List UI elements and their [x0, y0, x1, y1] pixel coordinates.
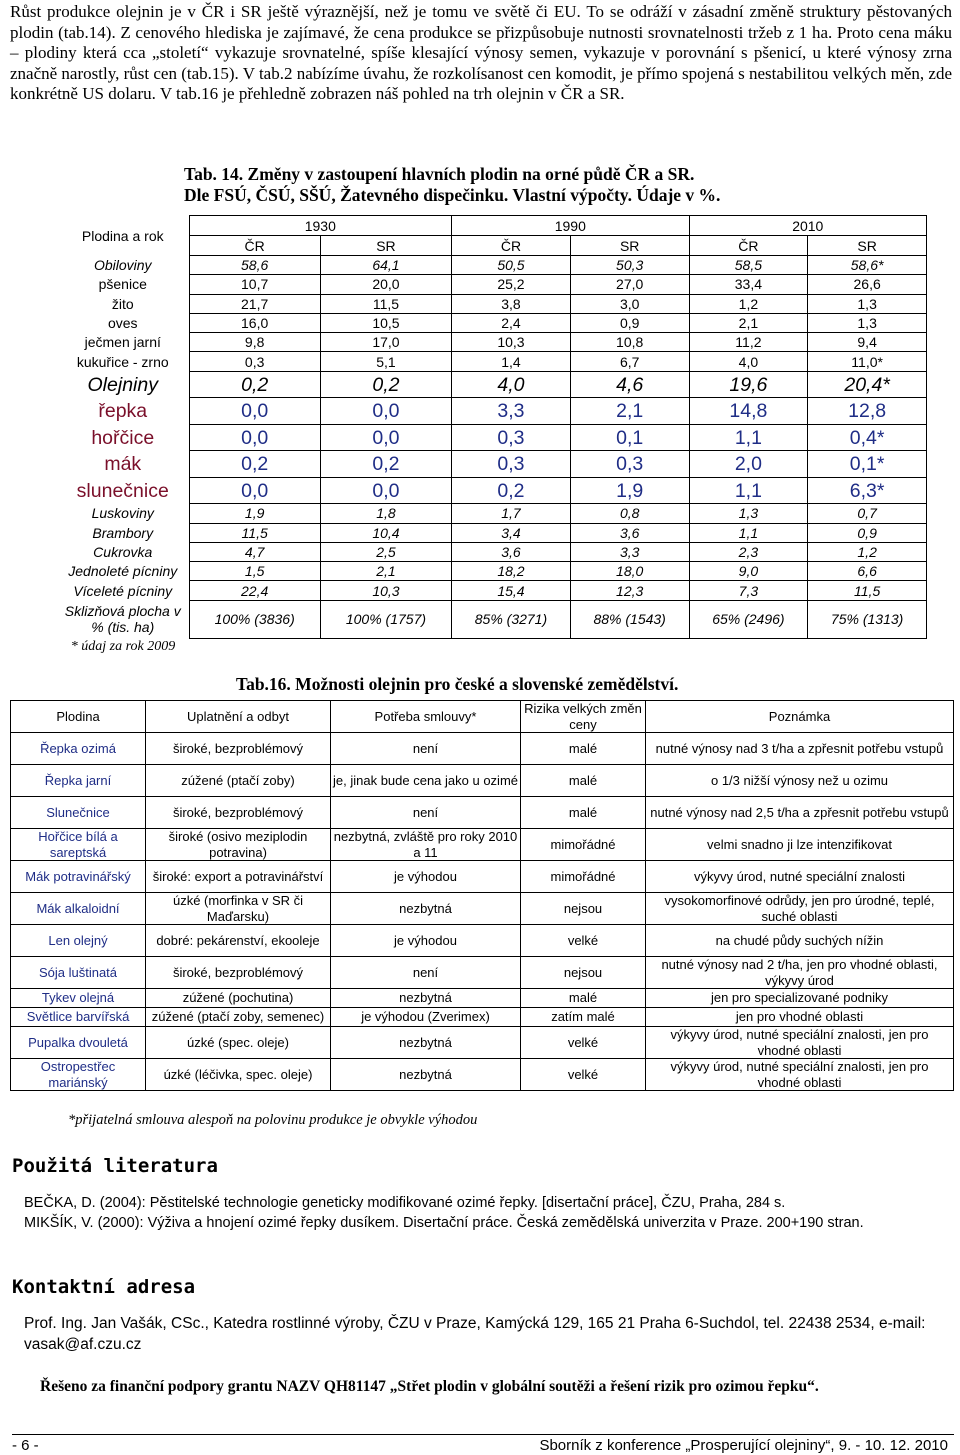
- tab14-crop-name: žito: [111, 295, 134, 312]
- tab16-cell: úzké (morfinka v SR či Maďarsku): [146, 893, 331, 925]
- tab16-row: [11, 1027, 954, 1059]
- tab14-cell: 19,6: [689, 371, 808, 398]
- tab14-area-value: 85% (3271): [452, 600, 571, 638]
- tab14-year: 1930: [189, 216, 452, 236]
- footer-rule: [12, 1434, 954, 1435]
- tab16-cell: široké, bezproblémový: [146, 957, 331, 989]
- tab14-cell: 0,0: [320, 398, 451, 425]
- tab14-cell: 10,8: [570, 333, 689, 352]
- tab14-cell: 11,5: [320, 294, 451, 313]
- tab14-cell: 0,3: [570, 451, 689, 478]
- tab14-footnote: * údaj za rok 2009: [70, 639, 176, 655]
- tab16-cell: velké: [521, 1027, 646, 1059]
- tab16-caption: Tab.16. Možnosti olejnin pro české a slovenské zemědělství.: [236, 674, 679, 694]
- tab14-cell: 1,3: [689, 504, 808, 523]
- tab14-row: [57, 313, 927, 332]
- tab14-cell: 0,7: [808, 504, 927, 523]
- tab14-row: [57, 275, 927, 294]
- tab14-crop-name: hořčice: [91, 426, 155, 449]
- tab16-cell: široké (osivo meziplodin potravina): [146, 829, 331, 861]
- tab14-cell: 20,0: [320, 275, 451, 294]
- tab14-cell: 10,4: [320, 523, 451, 542]
- tab16-cell: dobré: pekárenství, ekooleje: [146, 925, 331, 957]
- tab16-cell: na chudé půdy suchých nížin: [646, 925, 954, 957]
- tab14-cell: 27,0: [570, 275, 689, 294]
- tab14-cell: 10,3: [320, 581, 451, 600]
- tab14-cell: 0,0: [320, 424, 451, 451]
- tab14-crop-name: Víceleté pícniny: [73, 582, 173, 599]
- tab16-cell: nezbytná, zvláště pro roky 2010 a 11: [331, 829, 521, 861]
- tab16-cell: široké: export a potravinářství: [146, 861, 331, 893]
- tab16-cell: nezbytná: [331, 989, 521, 1008]
- tab16-cell: malé: [521, 733, 646, 765]
- tab14-crop-name: Cukrovka: [93, 544, 153, 561]
- tab14-cell: 58,6: [189, 256, 320, 275]
- tab16-crop-name: Řepka jarní: [11, 765, 146, 797]
- tab14-row: [57, 371, 927, 398]
- tab16-cell: nezbytná: [331, 1059, 521, 1091]
- tab16-row: [11, 989, 954, 1008]
- tab14-cell: 2,1: [689, 313, 808, 332]
- tab14-crop-name: mák: [104, 453, 142, 476]
- tab14-cell: 2,1: [320, 562, 451, 581]
- tab16-cell: vysokomorfinové odrůdy, jen pro úrodné, teplé, suché oblasti: [646, 893, 954, 925]
- tab14-year: 2010: [689, 216, 926, 236]
- tab14-cell: 50,5: [452, 256, 571, 275]
- tab14-cell: 11,2: [689, 333, 808, 352]
- tab16-cell: je výhodou: [331, 925, 521, 957]
- tab16-crop-name: Mák alkaloidní: [11, 893, 146, 925]
- tab14-cell: 2,0: [689, 451, 808, 478]
- tab14-cell: 1,1: [689, 477, 808, 504]
- tab16-cell: nutné výnosy nad 2,5 t/ha a zpřesnit potřebu vstupů: [646, 797, 954, 829]
- tab14-cell: 18,2: [452, 562, 571, 581]
- tab16-header: Plodina: [11, 701, 146, 733]
- tab14-year: 1990: [452, 216, 689, 236]
- tab14-cell: 25,2: [452, 275, 571, 294]
- tab14-crop-name: Olejniny: [87, 373, 158, 396]
- tab14-row: [57, 424, 927, 451]
- tab14-cell: 9,8: [189, 333, 320, 352]
- tab16-cell: nutné výnosy nad 3 t/ha a zpřesnit potřebu vstupů: [646, 733, 954, 765]
- tab16-cell: je výhodou: [331, 861, 521, 893]
- tab14-cell: 9,0: [689, 562, 808, 581]
- tab14-cell: 26,6: [808, 275, 927, 294]
- tab16-cell: o 1/3 nižší výnosy než u ozimu: [646, 765, 954, 797]
- tab14-country: SR: [808, 236, 927, 256]
- tab14-cell: 0,2: [189, 451, 320, 478]
- tab14-cell: 0,0: [189, 477, 320, 504]
- tab14-corner: Plodina a rok: [81, 227, 164, 244]
- tab14-row: [57, 562, 927, 581]
- tab16-cell: velmi snadno ji lze intenzifikovat: [646, 829, 954, 861]
- tab14-cell: 0,2: [189, 371, 320, 398]
- tab14-area-label: Sklizňová plocha v % (tis. ha): [64, 603, 181, 636]
- tab14-cell: 2,4: [452, 313, 571, 332]
- tab14-cell: 12,3: [570, 581, 689, 600]
- tab16-cell: není: [331, 797, 521, 829]
- tab14-cell: 1,9: [570, 477, 689, 504]
- tab14-country: ČR: [689, 236, 808, 256]
- tab14-cell: 0,4*: [808, 424, 927, 451]
- tab14-row: [57, 333, 927, 352]
- grant-acknowledgement: Řešeno za finanční podpory grantu NAZV QH81147 „Střet plodin v globální soutěži a řešení rizik pro ozimou řepku“.: [40, 1378, 819, 1395]
- tab16-cell: malé: [521, 989, 646, 1008]
- tab14-cell: 3,8: [452, 294, 571, 313]
- tab14-cell: 0,0: [189, 398, 320, 425]
- tab14-cell: 10,7: [189, 275, 320, 294]
- tab14-crop-name: slunečnice: [76, 479, 169, 502]
- tab16-cell: zúžené (pochutina): [146, 989, 331, 1008]
- tab14-cell: 1,1: [689, 424, 808, 451]
- tab14-crop-name: Obiloviny: [93, 257, 152, 274]
- tab14-cell: 4,0: [452, 371, 571, 398]
- tab14-cell: 9,4: [808, 333, 927, 352]
- tab14-crop-name: Brambory: [92, 524, 154, 541]
- tab14-cell: 2,1: [570, 398, 689, 425]
- tab14-country: SR: [320, 236, 451, 256]
- tab14-cell: 33,4: [689, 275, 808, 294]
- tab14-cell: 0,0: [320, 477, 451, 504]
- tab14-cell: 0,1: [570, 424, 689, 451]
- literature-heading: Použitá literatura: [12, 1155, 218, 1177]
- tab14-crop-name: Luskoviny: [91, 505, 154, 522]
- tab14-cell: 0,2: [320, 451, 451, 478]
- tab16-cell: zúžené (ptačí zoby): [146, 765, 331, 797]
- tab14-cell: 58,5: [689, 256, 808, 275]
- tab16-cell: široké, bezproblémový: [146, 797, 331, 829]
- contact-address: Prof. Ing. Jan Vašák, CSc., Katedra rostlinné výroby, ČZU v Praze, Kamýcká 129, 165 21 Praha 6-Suchdol, tel. 22438 2534, e-mail: vasak@af.czu.cz: [24, 1315, 926, 1353]
- tab14-cell: 11,5: [189, 523, 320, 542]
- tab14-cell: 3,6: [570, 523, 689, 542]
- tab16-cell: nutné výnosy nad 2 t/ha, jen pro vhodné oblasti, výkyvy úrod: [646, 957, 954, 989]
- tab14-cell: 20,4*: [808, 371, 927, 398]
- tab14-cell: 58,6*: [808, 256, 927, 275]
- tab14-row: [57, 477, 927, 504]
- tab16-crop-name: Tykev olejná: [11, 989, 146, 1008]
- tab16-cell: široké, bezproblémový: [146, 733, 331, 765]
- tab14-cell: 2,5: [320, 542, 451, 561]
- tab14-cell: 6,3*: [808, 477, 927, 504]
- tab14-cell: 1,2: [808, 542, 927, 561]
- tab14-row: [57, 352, 927, 371]
- tab16-row: [11, 765, 954, 797]
- tab14-cell: 16,0: [189, 313, 320, 332]
- tab14-crop-name: oves: [107, 315, 138, 332]
- tab14-cell: 0,9: [808, 523, 927, 542]
- tab16-cell: úzké (spec. oleje): [146, 1027, 331, 1059]
- tab16-header: Rizika velkých změn ceny: [521, 701, 646, 733]
- reference-item: MIKŠÍK, V. (2000): Výživa a hnojení ozimé řepky dusíkem. Disertační práce. Česká zemědělská univerzita v Praze. 200+190 stran.: [24, 1215, 864, 1231]
- tab14-cell: 5,1: [320, 352, 451, 371]
- tab16-cell: výkyvy úrod, nutné speciální znalosti, jen pro vhodné oblasti: [646, 1027, 954, 1059]
- tab14-cell: 0,2: [320, 371, 451, 398]
- tab16-crop-name: Pupalka dvouletá: [11, 1027, 146, 1059]
- tab16-cell: výkyvy úrod, nutné speciální znalosti, jen pro vhodné oblasti: [646, 1059, 954, 1091]
- tab14-cell: 0,0: [189, 424, 320, 451]
- tab14-cell: 64,1: [320, 256, 451, 275]
- tab14-cell: 0,3: [452, 451, 571, 478]
- tab16-crop-name: Len olejný: [11, 925, 146, 957]
- tab16-crop-name: Slunečnice: [11, 797, 146, 829]
- tab16-cell: není: [331, 733, 521, 765]
- tab14-cell: 1,8: [320, 504, 451, 523]
- tab16-crop-name: Mák potravinářský: [11, 861, 146, 893]
- tab14-cell: 0,3: [189, 352, 320, 371]
- tab14-cell: 0,2: [452, 477, 571, 504]
- tab16-crop-name: Sója luštinatá: [11, 957, 146, 989]
- tab14-crop-name: Jednoleté pícniny: [68, 563, 178, 580]
- tab16-crop-name: Ostropestřec mariánský: [11, 1059, 146, 1091]
- tab16-row: [11, 733, 954, 765]
- tab16-cell: jen pro specializované podniky: [646, 989, 954, 1008]
- tab14-country: ČR: [189, 236, 320, 256]
- tab14-cell: 11,0*: [808, 352, 927, 371]
- contact-heading: Kontaktní adresa: [12, 1276, 196, 1298]
- tab14-row: [57, 451, 927, 478]
- tab16-cell: mimořádné: [521, 861, 646, 893]
- tab14-cell: 50,3: [570, 256, 689, 275]
- tab16-header: Poznámka: [646, 701, 954, 733]
- page-number: - 6 -: [12, 1437, 39, 1454]
- tab16-cell: je, jinak bude cena jako u ozimé: [331, 765, 521, 797]
- tab14-country: SR: [570, 236, 689, 256]
- tab14-cell: 1,1: [689, 523, 808, 542]
- tab16-cell: výkyvy úrod, nutné speciální znalosti: [646, 861, 954, 893]
- tab14-cell: 4,0: [689, 352, 808, 371]
- tab14-cell: 0,8: [570, 504, 689, 523]
- tab14-caption: Tab. 14. Změny v zastoupení hlavních plodin na orné půdě ČR a SR.: [184, 164, 695, 184]
- tab16-row: [11, 893, 954, 925]
- tab16-crop-name: Řepka ozimá: [11, 733, 146, 765]
- tab14-cell: 1,7: [452, 504, 571, 523]
- tab14-cell: 1,2: [689, 294, 808, 313]
- tab14-area-value: 65% (2496): [689, 600, 808, 638]
- tab16-cell: úzké (léčivka, spec. oleje): [146, 1059, 331, 1091]
- tab14-row: [57, 294, 927, 313]
- tab16-cell: je výhodou (Zverimex): [331, 1008, 521, 1027]
- tab14-cell: 21,7: [189, 294, 320, 313]
- tab14-cell: 3,3: [570, 542, 689, 561]
- tab16-cell: zúžené (ptačí zoby, semenec): [146, 1008, 331, 1027]
- tab16-cell: není: [331, 957, 521, 989]
- tab16-crop-name: Hořčice bílá a sareptská: [11, 829, 146, 861]
- tab14-cell: 0,9: [570, 313, 689, 332]
- tab14-cell: 6,6: [808, 562, 927, 581]
- tab16-cell: mimořádné: [521, 829, 646, 861]
- tab14-row: [57, 398, 927, 425]
- tab14-cell: 22,4: [189, 581, 320, 600]
- tab16-table: [10, 700, 954, 1091]
- tab14-cell: 4,6: [570, 371, 689, 398]
- tab16-cell: nezbytná: [331, 1027, 521, 1059]
- tab16-row: [11, 861, 954, 893]
- tab14-area-value: 75% (1313): [808, 600, 927, 638]
- tab14-row: [57, 542, 927, 561]
- tab14-cell: 17,0: [320, 333, 451, 352]
- tab14-cell: 15,4: [452, 581, 571, 600]
- tab14-crop-name: ječmen jarní: [84, 334, 161, 351]
- tab14-cell: 18,0: [570, 562, 689, 581]
- tab16-cell: nejsou: [521, 957, 646, 989]
- tab14-cell: 3,0: [570, 294, 689, 313]
- tab14-row: [57, 256, 927, 275]
- tab16-cell: malé: [521, 765, 646, 797]
- tab14-cell: 6,7: [570, 352, 689, 371]
- tab14-crop-name: řepka: [98, 400, 148, 423]
- tab16-cell: zatím malé: [521, 1008, 646, 1027]
- tab16-header: Uplatnění a odbyt: [146, 701, 331, 733]
- tab16-crop-name: Světlice barvířská: [11, 1008, 146, 1027]
- tab16-cell: jen pro vhodné oblasti: [646, 1008, 954, 1027]
- tab16-cell: velké: [521, 925, 646, 957]
- tab16-row: [11, 925, 954, 957]
- tab14-crop-name: kukuřice - zrno: [76, 353, 169, 370]
- reference-item: BEČKA, D. (2004): Pěstitelské technologie geneticky modifikované ozimé řepky. [disertační práce], ČZU, Praha, 284 s.: [24, 1195, 786, 1211]
- tab14-cell: 3,4: [452, 523, 571, 542]
- tab14-cell: 1,5: [189, 562, 320, 581]
- tab14-row: [57, 504, 927, 523]
- tab16-row: [11, 1059, 954, 1091]
- tab14-cell: 1,3: [808, 313, 927, 332]
- tab16-row: [11, 797, 954, 829]
- tab14-cell: 14,8: [689, 398, 808, 425]
- tab14-table: [57, 215, 927, 656]
- tab14-cell: 4,7: [189, 542, 320, 561]
- tab14-cell: 2,3: [689, 542, 808, 561]
- tab14-cell: 1,4: [452, 352, 571, 371]
- footer-source: Sborník z konference „Prosperující olejniny“, 9. - 10. 12. 2010: [539, 1437, 948, 1454]
- tab14-cell: 1,9: [189, 504, 320, 523]
- tab16-row: [11, 957, 954, 989]
- tab16-cell: nejsou: [521, 893, 646, 925]
- tab14-caption-source: Dle FSÚ, ČSÚ, SŠÚ, Žatevného dispečinku. Vlastní výpočty. Údaje v %.: [184, 185, 721, 205]
- tab14-cell: 3,3: [452, 398, 571, 425]
- tab14-row: [57, 523, 927, 542]
- intro-paragraph: Růst produkce olejnin je v ČR i SR ještě výraznější, než je tomu ve světě či EU. To se odráží v zásadní změně struktury pěstovaných plodin (tab.14). Z cenového hlediska je zajímavé, že cena produkce se přizpůsobuje nutnosti srovnatelnosti tržeb z 1 ha. Proto cena máku – plodiny která cca „století“ vykazuje srovnatelné, spíše klesající výnosy semen, vykazuje v porovnání s pšenicí, u které výnosy zrna značně narostly, růst cen (tab.15). V tab.2 nabízíme úvahu, že rozkolísanost cen komodit, je přímo spojená s nestabilitou velkých měn, zde konkrétně US dolaru. V tab.16 je přehledně zobrazen náš pohled na trh olejnin v ČR a SR.: [10, 2, 952, 104]
- tab16-cell: nezbytná: [331, 893, 521, 925]
- tab14-cell: 10,3: [452, 333, 571, 352]
- tab14-cell: 0,3: [452, 424, 571, 451]
- tab14-area-value: 100% (1757): [320, 600, 451, 638]
- tab14-cell: 3,6: [452, 542, 571, 561]
- tab14-row: [57, 581, 927, 600]
- tab14-country: ČR: [452, 236, 571, 256]
- tab16-cell: malé: [521, 797, 646, 829]
- tab14-area-value: 88% (1543): [570, 600, 689, 638]
- tab14-cell: 10,5: [320, 313, 451, 332]
- tab16-row: [11, 829, 954, 861]
- tab14-crop-name: pšenice: [98, 276, 147, 293]
- tab16-header: Potřeba smlouvy*: [331, 701, 521, 733]
- tab14-cell: 12,8: [808, 398, 927, 425]
- tab14-cell: 11,5: [808, 581, 927, 600]
- tab14-cell: 1,3: [808, 294, 927, 313]
- tab16-note: *přijatelná smlouva alespoň na polovinu produkce je obvykle výhodou: [68, 1112, 478, 1128]
- tab16-cell: velké: [521, 1059, 646, 1091]
- tab14-cell: 0,1*: [808, 451, 927, 478]
- tab16-row: [11, 1008, 954, 1027]
- tab14-area-value: 100% (3836): [189, 600, 320, 638]
- tab14-cell: 7,3: [689, 581, 808, 600]
